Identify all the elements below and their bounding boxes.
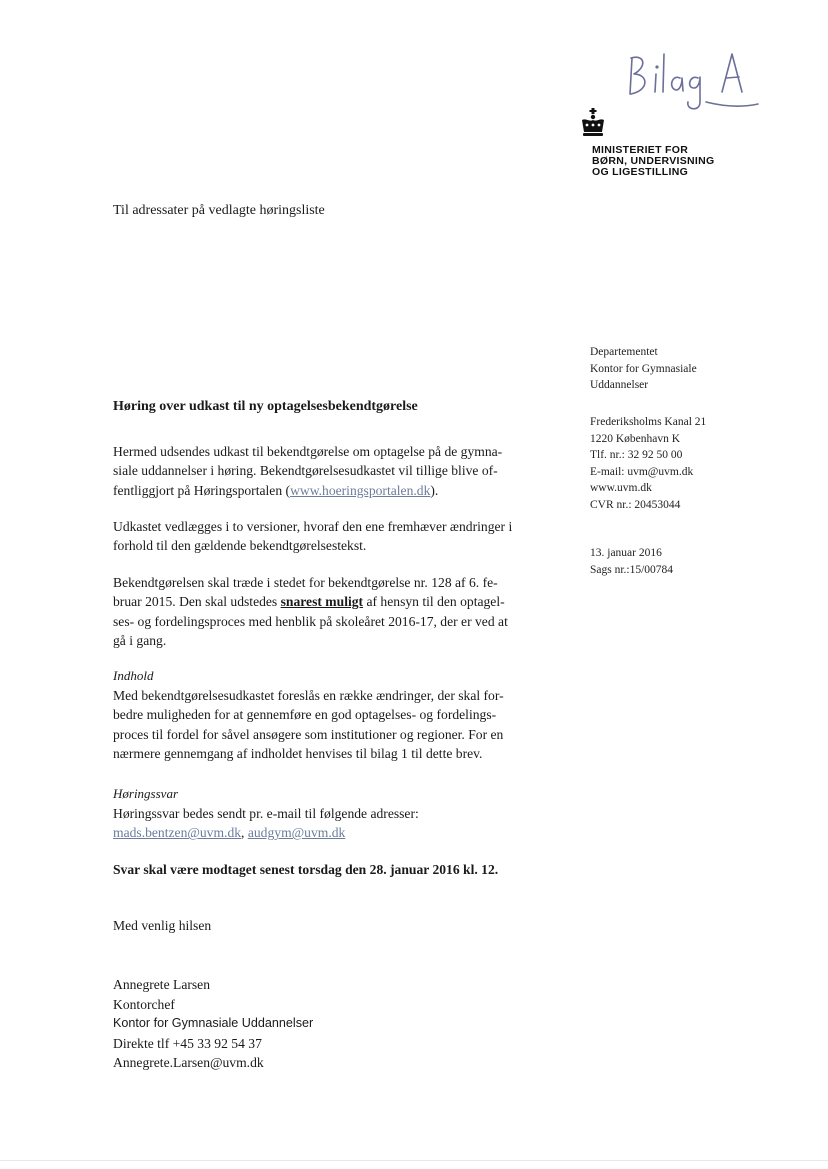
sidebar-website: www.uvm.dk	[590, 482, 652, 494]
letter-date: 13. januar 2016	[590, 547, 662, 559]
ministry-name	[592, 145, 714, 178]
text-line	[113, 592, 553, 611]
sidebar-address: Frederiksholms Kanal 21	[590, 416, 707, 428]
letter-subject: Høring over udkast til ny optagelsesbekendtgørelse	[113, 399, 418, 414]
sidebar-cvr: CVR nr.: 20453044	[590, 498, 681, 511]
text-segment: bruar 2015. Den skal udstedes	[113, 594, 281, 610]
handwritten-annotation	[622, 44, 762, 116]
sidebar-contact	[590, 414, 706, 513]
text-line: Udkastet vedlægges i to versioner, hvoraf den ene fremhæver ændringer i	[113, 519, 513, 534]
email-link-mads[interactable]: mads.bentzen@uvm.dk	[113, 825, 242, 841]
text-line	[113, 481, 553, 500]
signer-title: Kontorchef	[113, 996, 175, 1012]
signer-phone: Direkte tlf +45 33 92 54 37	[113, 1035, 262, 1051]
crown-icon	[580, 108, 606, 142]
text-segment: ).	[430, 482, 439, 498]
handwritten-bilag-a	[622, 44, 762, 116]
text-line: Bekendtgørelsen skal træde i stedet for bekendtgørelse nr. 128 af 6. fe-	[113, 575, 498, 590]
signature-block	[113, 975, 313, 1073]
ministry-line: BØRN, UNDERVISNING	[592, 155, 715, 167]
addressee: Til adressater på vedlagte høringsliste	[113, 203, 325, 218]
case-number: Sags nr.:15/00784	[590, 563, 674, 576]
sidebar-postcode: 1220 København K	[590, 432, 681, 445]
paragraph-responses	[113, 804, 553, 843]
text-line: forhold til den gældende bekendtgørelsestekst.	[113, 538, 367, 554]
signer-email: Annegrete.Larsen@uvm.dk	[113, 1055, 264, 1070]
paragraph-content	[113, 686, 553, 763]
scan-edge	[0, 1160, 828, 1161]
text-line	[113, 823, 553, 842]
text-line: gå i gang.	[113, 632, 167, 648]
text-segment: fentliggjort på Høringsportalen (	[113, 482, 291, 498]
sidebar-email: E-mail: uvm@uvm.dk	[590, 465, 694, 478]
text-line: Med bekendtgørelsesudkastet foreslås en række ændringer, der skal for-	[113, 688, 504, 703]
hoeringsportalen-link[interactable]: www.hoeringsportalen.dk	[290, 482, 431, 498]
sidebar-meta	[590, 545, 673, 578]
paragraph-versions	[113, 517, 553, 556]
text-line: Høringssvar bedes sendt pr. e-mail til følgende adresser:	[113, 806, 419, 821]
sidebar-phone: Tlf. nr.: 32 92 50 00	[590, 449, 683, 461]
text-segment: ,	[241, 825, 248, 841]
sidebar-department	[590, 344, 697, 394]
emphasis-asap: snarest muligt	[280, 594, 364, 610]
paragraph-replacement	[113, 573, 553, 650]
text-line: bedre muligheden for at gennemføre en god optagelses- og fordelings-	[113, 707, 497, 723]
ministry-line: OG LIGESTILLING	[592, 166, 689, 178]
sidebar-line: Kontor for Gymnasiale	[590, 362, 697, 375]
sidebar-line: Departementet	[590, 346, 658, 358]
text-line: nærmere gennemgang af indholdet henvises til bilag 1 til dette brev.	[113, 745, 483, 761]
text-segment: af hensyn til den optagel-	[363, 594, 505, 610]
signer-office: Kontor for Gymnasiale Uddannelser	[113, 1016, 314, 1030]
response-deadline: Svar skal være modtaget senest torsdag den 28. januar 2016 kl. 12.	[113, 862, 499, 877]
heading-indhold: Indhold	[113, 668, 154, 683]
text-line: ses- og fordelingsproces med henblik på skoleåret 2016-17, der er ved at	[113, 613, 508, 629]
paragraph-intro	[113, 442, 553, 500]
heading-horingssvar: Høringssvar	[113, 786, 179, 801]
ministry-line: MINISTERIET FOR	[592, 144, 689, 156]
sidebar-line: Uddannelser	[590, 379, 649, 391]
text-line: proces til fordel for såvel ansøgere som institutioner og regioner. For en	[113, 726, 504, 742]
text-line: Hermed udsendes udkast til bekendtgørelse om optagelse på de gymna-	[113, 444, 503, 459]
text-line: siale uddannelser i høring. Bekendtgørelsesudkastet vil tillige blive of-	[113, 463, 498, 479]
signer-name: Annegrete Larsen	[113, 977, 210, 992]
email-link-audgym[interactable]: audgym@uvm.dk	[247, 825, 346, 841]
closing-greeting: Med venlig hilsen	[113, 918, 212, 933]
